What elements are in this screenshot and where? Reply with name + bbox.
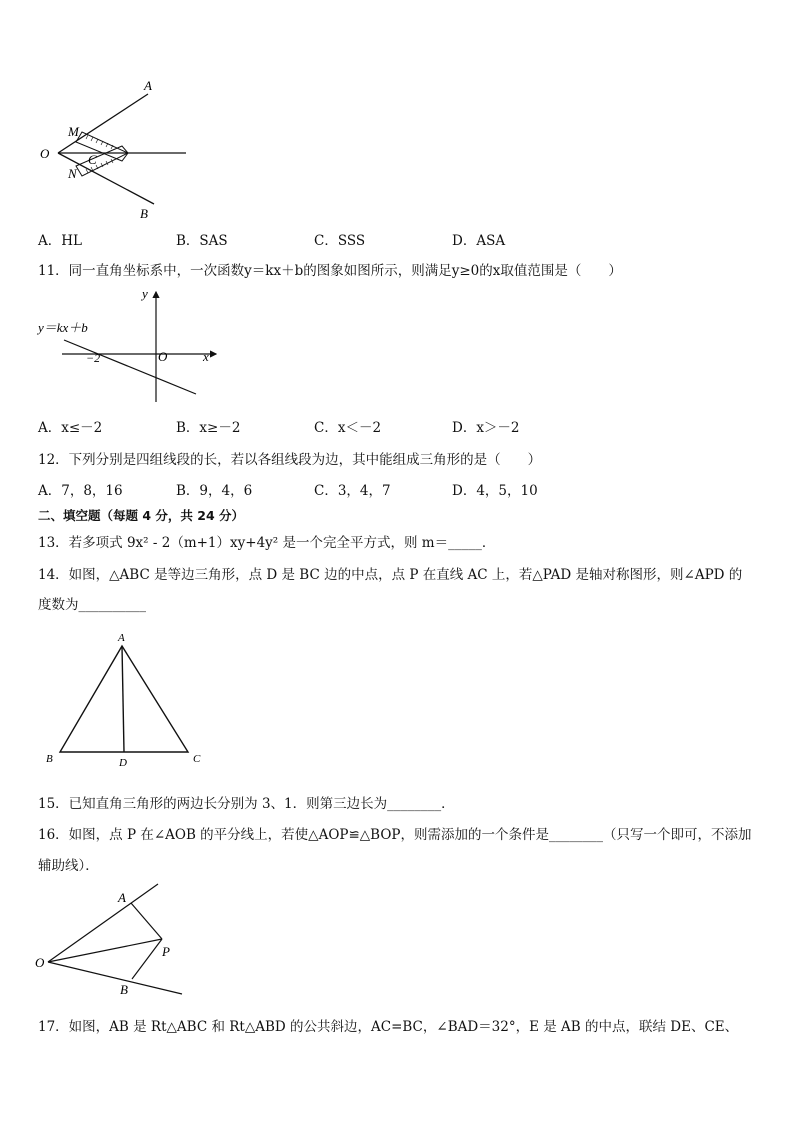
fig10-label-C: C [88, 152, 97, 167]
fig10-label-B: B [140, 206, 148, 221]
fig11-intercept-label: −2 [86, 351, 101, 365]
q10-option-b: B．SAS [176, 233, 228, 249]
fig16-label-B: B [120, 982, 128, 997]
q12-option-c: C．3，4，7 [314, 483, 391, 499]
fig10-label-O: O [40, 146, 50, 161]
fig11-origin-label: O [158, 349, 168, 364]
fig14-label-A: A [118, 632, 125, 644]
q14-figure [40, 628, 210, 768]
q16-text-line1: 16．如图，点 P 在∠AOB 的平分线上，若使△AOP≌△BOP，则需添加的一个条件是________（只写一个即可，不添加 [38, 827, 752, 843]
q11-option-a: A．x≤－2 [38, 420, 103, 436]
fig16-label-O: O [35, 955, 45, 970]
q11-option-c: C．x＜－2 [314, 420, 382, 436]
fig10-label-M: M [68, 124, 79, 139]
fig11-x-label: x [203, 349, 209, 364]
fig11-line-label: y＝kx＋b [38, 320, 88, 335]
section-2-heading: 二、填空题（每题 4 分，共 24 分） [38, 508, 245, 523]
q16-text-line2: 辅助线）． [38, 858, 99, 874]
fig10-label-N: N [68, 166, 77, 181]
q17-text: 17．如图，AB 是 Rt△ABC 和 Rt△ABD 的公共斜边，AC=BC，∠BAD＝32°，E 是 AB 的中点，联结 DE、CE、 [38, 1019, 739, 1035]
q12-option-a: A．7，8，16 [38, 483, 123, 499]
q12-text: 12．下列分别是四组线段的长，若以各组线段为边，其中能组成三角形的是（ ） [38, 452, 542, 468]
fig14-label-C: C [193, 753, 201, 765]
q14-text-line1: 14．如图，△ABC 是等边三角形，点 D 是 BC 边的中点，点 P 在直线 AC 上，若△PAD 是轴对称图形，则∠APD 的 [38, 567, 743, 583]
fig14-label-B: B [46, 753, 53, 765]
q12-option-d: D．4，5，10 [452, 483, 538, 499]
q10-option-a: A．HL [38, 233, 82, 249]
q16-figure [34, 876, 194, 1000]
q10-option-d: D．ASA [452, 233, 506, 249]
q11-option-d: D．x＞－2 [452, 420, 520, 436]
q15-text: 15．已知直角三角形的两边长分别为 3、1．则第三边长为________． [38, 796, 455, 812]
fig11-y-label: y [142, 286, 148, 301]
q14-text-line2: 度数为__________ [38, 597, 146, 613]
q11-option-b: B．x≥－2 [176, 420, 241, 436]
fig14-label-D: D [119, 757, 127, 768]
q11-figure [36, 284, 226, 408]
q12-option-b: B．9，4，6 [176, 483, 253, 499]
fig16-label-A: A [118, 890, 126, 905]
q10-figure [36, 76, 196, 224]
q10-option-c: C．SSS [314, 233, 366, 249]
fig16-label-P: P [162, 944, 170, 959]
fig10-label-A: A [144, 78, 152, 93]
q13-text: 13．若多项式 9x² - 2（m+1）xy+4y² 是一个完全平方式，则 m＝_____． [38, 535, 496, 551]
q11-text: 11．同一直角坐标系中，一次函数y＝kx＋b的图象如图所示，则满足y≥0的x取值范围是（ ） [38, 263, 622, 279]
